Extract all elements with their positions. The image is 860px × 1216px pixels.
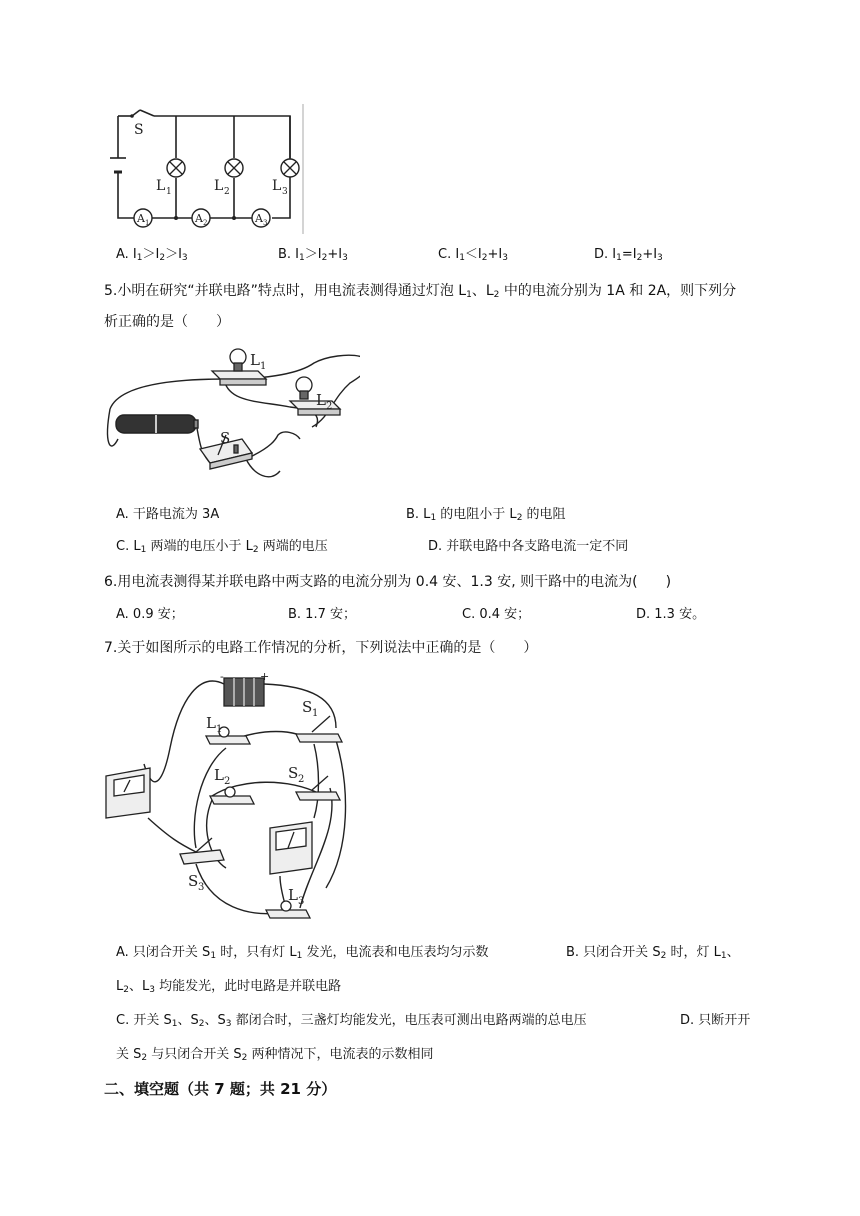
q4-ammeter-sub: 3 bbox=[263, 219, 268, 227]
q4-option-a[interactable]: A. $I_1>I_2>I_3$ bbox=[116, 247, 188, 263]
q7-l1-label: L bbox=[206, 714, 216, 732]
q7-s2-label: S bbox=[288, 764, 299, 782]
q4-ammeter-label: A bbox=[255, 212, 263, 225]
q6-option-a[interactable]: A. 0.9 安； bbox=[116, 607, 184, 622]
q7-option-a[interactable]: A. 只闭合开关 $S_1$ 时，只有灯 $L_1$ 发光，电流表和电压表均匀示数 bbox=[116, 945, 489, 961]
q7-l1-sub: 1 bbox=[216, 724, 223, 735]
q4-ammeter-sub: 2 bbox=[203, 219, 208, 227]
q6-stem: 6.用电流表测得某并联电路中两支路的电流分别为 0.4 安、1.3 安, 则干路中的电流为( ) bbox=[104, 574, 672, 590]
q7-s3-sub: 3 bbox=[198, 882, 205, 893]
q7-s3-label: S bbox=[188, 872, 199, 890]
q6-option-b[interactable]: B. 1.7 安； bbox=[288, 607, 356, 622]
q4-circuit-diagram bbox=[100, 100, 310, 240]
q5-l2-label: L bbox=[316, 391, 326, 409]
q7-s2-sub: 2 bbox=[298, 774, 305, 785]
q7-l2-label: L bbox=[214, 766, 224, 784]
q7-option-d-part2[interactable]: 关 $S_2$ 与只闭合开关 $S_2$ 两种情况下，电流表的示数相同 bbox=[116, 1047, 434, 1063]
q4-ammeter-label: A bbox=[137, 212, 145, 225]
q7-option-c[interactable]: C. 开关 $S_1$、$S_2$、$S_3$ 都闭合时，三盏灯均能发光，电压表可测出电路两端的总电压 bbox=[116, 1013, 587, 1029]
q4-ammeter-label: A bbox=[195, 212, 203, 225]
q5-option-b[interactable]: B. $L_1$ 的电阻小于 $L_2$ 的电阻 bbox=[406, 507, 566, 523]
q5-option-a[interactable]: A. 干路电流为 3A bbox=[116, 507, 220, 522]
q4-lamp-label: L bbox=[214, 178, 224, 194]
q7-s1-sub: 1 bbox=[312, 708, 319, 719]
q7-s1-label: S bbox=[302, 698, 313, 716]
q7-l3-label: L bbox=[288, 886, 298, 904]
q4-ammeter-sub: 1 bbox=[145, 219, 150, 227]
q5-circuit-picture bbox=[100, 343, 360, 493]
q5-l1-label: L bbox=[250, 351, 260, 369]
q4-option-c[interactable]: C. $I_1<I_2+I_3$ bbox=[438, 247, 508, 263]
q4-lamp-sub: 3 bbox=[282, 187, 288, 197]
q4-switch-label: S bbox=[134, 122, 144, 138]
q7-circuit-picture bbox=[100, 668, 360, 930]
q4-lamp-sub: 1 bbox=[166, 187, 172, 197]
q5-s-label: S bbox=[220, 429, 231, 447]
section-heading: 二、填空题（共 7 题；共 21 分） bbox=[104, 1080, 337, 1098]
q5-stem-line2: 析正确的是（ ） bbox=[104, 314, 230, 330]
q7-option-b-part2[interactable]: $L_2$、$L_3$ 均能发光，此时电路是并联电路 bbox=[116, 979, 342, 995]
q5-option-c[interactable]: C. $L_1$ 两端的电压小于 $L_2$ 两端的电压 bbox=[116, 539, 328, 555]
q7-option-b-part1[interactable]: B. 只闭合开关 $S_2$ 时，灯 $L_1$、 bbox=[566, 945, 740, 961]
q4-option-d[interactable]: D. $I_1=I_2+I_3$ bbox=[594, 247, 663, 263]
q7-stem: 7.关于如图所示的电路工作情况的分析，下列说法中正确的是（ ） bbox=[104, 640, 538, 656]
q5-l1-sub: 1 bbox=[260, 361, 267, 372]
q6-option-d[interactable]: D. 1.3 安。 bbox=[636, 607, 706, 622]
q4-lamp-label: L bbox=[272, 178, 282, 194]
q5-stem-line1: 5.小明在研究“并联电路”特点时，用电流表测得通过灯泡 $L_1$、$L_2$ 中的电流分别为 1A 和 2A，则下列分 bbox=[104, 283, 737, 300]
q4-option-b[interactable]: B. $I_1>I_2+I_3$ bbox=[278, 247, 348, 263]
q4-lamp-label: L bbox=[156, 178, 166, 194]
q6-option-c[interactable]: C. 0.4 安； bbox=[462, 607, 531, 622]
q5-l2-sub: 2 bbox=[326, 401, 333, 412]
q7-l2-sub: 2 bbox=[224, 776, 231, 787]
q7-l3-sub: 3 bbox=[298, 896, 305, 907]
q7-battery-plus: + bbox=[260, 670, 270, 683]
q5-option-d[interactable]: D. 并联电路中各支路电流一定不同 bbox=[428, 539, 629, 554]
q4-lamp-sub: 2 bbox=[224, 187, 230, 197]
q7-battery-minus: - bbox=[220, 670, 224, 683]
q7-option-d-part1[interactable]: D. 只断开开 bbox=[680, 1013, 751, 1028]
